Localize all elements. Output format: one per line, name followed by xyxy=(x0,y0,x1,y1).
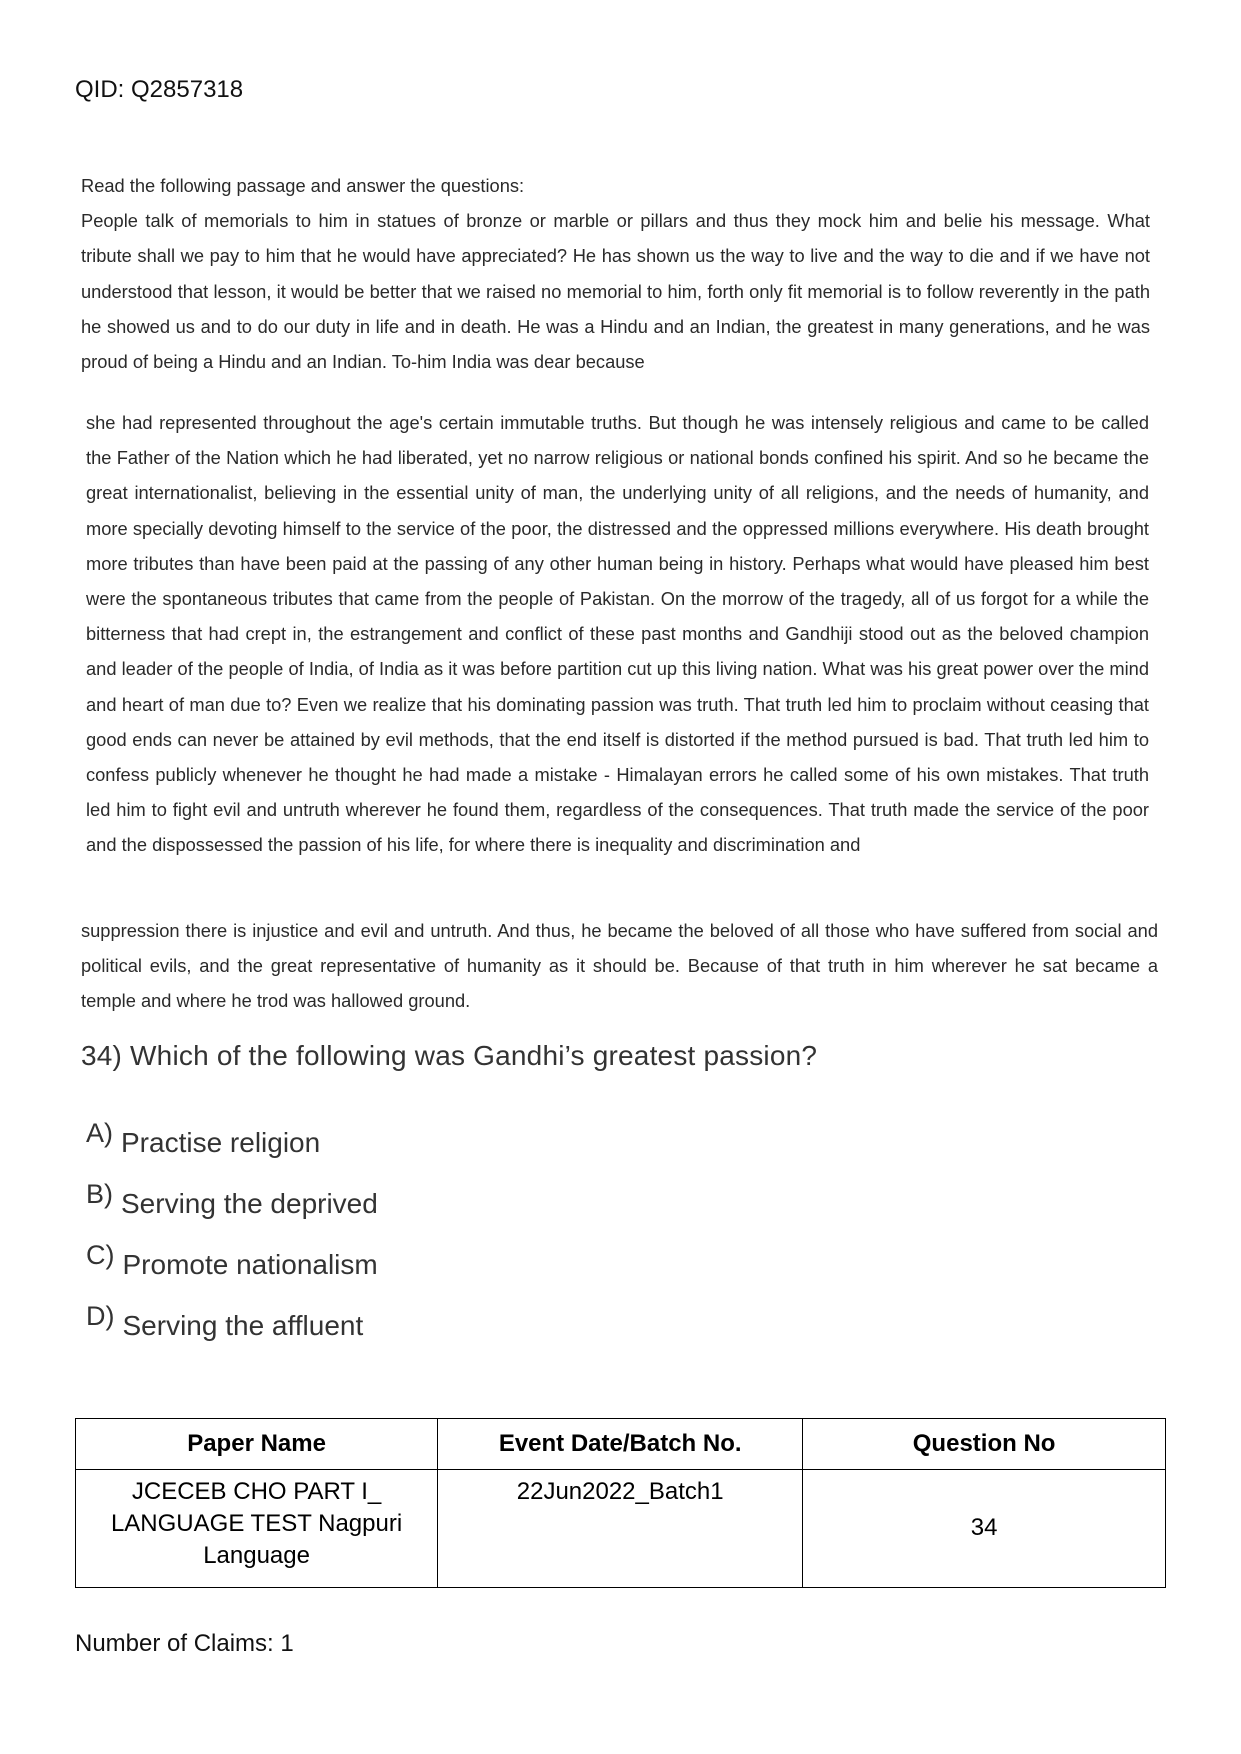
header-paper-name: Paper Name xyxy=(76,1419,438,1470)
question-id: QID: Q2857318 xyxy=(75,76,244,103)
passage-block-3 xyxy=(81,913,1158,1019)
claims-count: Number of Claims: 1 xyxy=(75,1630,294,1657)
passage-block-1 xyxy=(81,168,1150,379)
table-row xyxy=(76,1470,1166,1588)
option-letter: D) xyxy=(86,1301,115,1331)
option-c xyxy=(86,1242,378,1303)
passage-text-1: Read the following passage and answer the questions: People talk of memorials to him in statues of bronze or marble or pillars and thus they mock him and belie his message. What tribute shall we pay to him that he would have appreciated? He has shown us the way to live and the way to die and if we have not understood that lesson, it would be better that we raised no memorial to him, forth only fit memorial is to follow reverently in the path he showed us and to do our duty in life and in death. He was a Hindu and an Indian, the greatest in many generations, and he was proud of being a Hindu and an Indian. To-him India was dear because xyxy=(81,175,1150,373)
passage-text-3: suppression there is injustice and evil and untruth. And thus, he became the beloved of all those who have suffered from social and political evils, and the great representative of humanity as it should be. Because of that truth in him wherever he sat became a temple and where he trod was hallowed ground. xyxy=(81,920,1158,1012)
paper-name-line: JCECEB CHO PART I_ xyxy=(131,1478,382,1505)
option-text: Practise religion xyxy=(121,1127,321,1158)
paper-info-table xyxy=(75,1418,1166,1588)
paper-name-line: LANGUAGE TEST Nagpuri xyxy=(110,1510,403,1537)
question-text: 34) Which of the following was Gandhi’s greatest passion? xyxy=(81,1040,818,1071)
header-question-no: Question No xyxy=(803,1419,1166,1470)
cell-event-date: 22Jun2022_Batch1 xyxy=(438,1470,803,1588)
option-d xyxy=(86,1303,378,1364)
answer-options xyxy=(86,1120,378,1364)
option-a xyxy=(86,1120,378,1181)
option-text: Serving the deprived xyxy=(121,1188,378,1219)
cell-paper-name xyxy=(76,1470,438,1588)
header-event-date: Event Date/Batch No. xyxy=(438,1419,803,1470)
option-text: Serving the affluent xyxy=(122,1310,364,1341)
passage-block-2 xyxy=(86,405,1149,863)
option-letter: A) xyxy=(86,1118,113,1148)
option-b xyxy=(86,1181,378,1242)
option-letter: C) xyxy=(86,1240,115,1270)
paper-name-line: Language xyxy=(203,1542,310,1569)
table-header-row xyxy=(76,1419,1166,1470)
option-letter: B) xyxy=(86,1179,113,1209)
passage-text-2: she had represented throughout the age's certain immutable truths. But though he was intensely religious and came to be called the Father of the Nation which he had liberated, yet no narrow religious or national bonds confined his spirit. And so he became the great internationalist, believing in the essential unity of man, the underlying unity of all religions, and the needs of humanity, and more specially devoting himself to the service of the poor, the distressed and the oppressed millions everywhere. His death brought more tributes than have been paid at the passing of any other human being in history. Perhaps what would have pleased him best were the spontaneous tributes that came from the people of Pakistan. On the morrow of the tragedy, all of us forgot for a while the bitterness that had crept in, the estrangement and conflict of these past months and Gandhiji stood out as the beloved champion and leader of the people of India, of India as it was before partition cut up this living nation. What was his great power over the mind and heart of man due to? Even we realize that his dominating passion was truth. That truth led him to proclaim without ceasing that good ends can never be attained by evil methods, that the end itself is distorted if the method pursued is bad. That truth led him to confess publicly whenever he thought he had made a mistake - Himalayan errors he called some of his own mistakes. That truth led him to fight evil and untruth wherever he found them, regardless of the consequences. That truth made the service of the poor and the dispossessed the passion of his life, for where there is inequality and discrimination and xyxy=(86,412,1149,856)
cell-question-no: 34 xyxy=(803,1470,1166,1588)
option-text: Promote nationalism xyxy=(122,1249,378,1280)
